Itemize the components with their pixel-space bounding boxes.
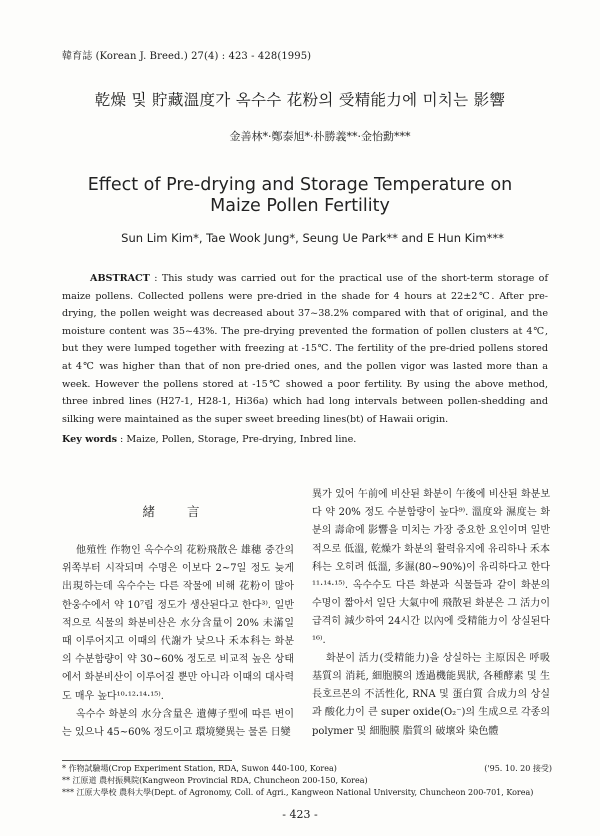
abstract-text: This study was carried out for the practical use of the short-term storage of maize pollens. Collected pollens were pre-dried in the shade for 4 hours at 22±2℃. After pre-drying, the pollen weight was decreased about 37~38.2% compared with that of original, and the moisture content was 35~43%. The pre-drying prevented the formation of pollen clusters at 4℃, but they were lumped together with freezing at -15℃. The fertility of the pre-dried pollens stored at 4℃ was higher than that of non pre-dried ones, and the pollen vigor was lasted more than a week. However the pollens stored at -15℃ showed a poor fertility. By using the above method, three inbred lines (H27-1, H28-1, Hi36a) which had long intervals between pollen-shedding and silking were maintained as the super sweet breeding lines(bt) of Hawaii origin. (62, 273, 548, 425)
korean-title: 乾燥 및 貯藏溫度가 옥수수 花粉의 受精能力에 미치는 影響 (94, 91, 506, 109)
right-paragraph-2: 화분이 活力(受精能力)을 상실하는 主原因은 呼吸基質의 消耗, 細胞膜의 透過機能異狀, 各種酵素 및 生長호르몬의 不活性化, RNA 및 蛋白質 合成力의 상실과 酸化力이 큰 super oxide(O₂⁻)의 生成으로 각종의 polymer 및 細胞膜 脂質의 破壞와 染色體 (312, 652, 550, 737)
keywords: Key words : Maize, Pollen, Storage, Pre-drying, Inbred line. (62, 434, 357, 445)
footnote-2: ** 江原道 農村振興院(Kangweon Provincial RDA, Chuncheon 200-150, Korea) (62, 776, 368, 785)
left-paragraph-2: 옥수수 화분의 水分含量은 遺傳子型에 따른 변이는 있으나 45~60% 정도이고 環境變異는 물론 日變 (62, 708, 294, 739)
right-column (312, 486, 550, 741)
keywords-text: Maize, Pollen, Storage, Pre-drying, Inbred line. (126, 434, 357, 445)
journal-header: 韓育誌 (Korean J. Breed.) 27(4) : 423 - 428(1995) (62, 51, 312, 62)
english-title-line1: Effect of Pre-drying and Storage Temperature on (87, 175, 513, 195)
footnote-3: *** 江原大學校 農科大學(Dept. of Agronomy, Coll. of Agri., Kangweon National University, Chuncheon 200-701, Korea) (62, 788, 534, 797)
section-heading-introduction: 緒 言 (142, 504, 214, 519)
english-title-line2: Maize Pollen Fertility (210, 196, 390, 216)
received-date: ('95. 10. 20 接受) (484, 764, 552, 773)
abstract: ABSTRACT : This study was carried out for the practical use of the short-term storage of maize pollens. Collected pollens were pre-dried in the shade for 4 hours at 22±2℃. After pre-drying, the pollen weight was decreased about 37~38.2% compared with that of original, and the moisture content was 35~43%. The pre-drying prevented the formation of pollen clusters at 4℃, but they were lumped together with freezing at -15℃. The fertility of the pre-dried pollens stored at 4℃ was higher than that of non pre-dried ones, and the pollen vigor was lasted more than a week. However the pollens stored at -15℃ showed a poor fertility. By using the above method, three inbred lines (H27-1, H28-1, Hi36a) which had long intervals between pollen-shedding and silking were maintained as the super sweet breeding lines(bt) of Hawaii origin. (62, 273, 548, 425)
page-number: - 423 - (282, 808, 318, 821)
abstract-label: ABSTRACT (90, 273, 150, 284)
footnote-rule (62, 760, 232, 761)
left-column (62, 502, 294, 742)
english-authors: Sun Lim Kim*, Tae Wook Jung*, Seung Ue Park** and E Hun Kim*** (121, 231, 504, 245)
korean-authors: 金善林*·鄭泰旭*·朴勝義**·金怡勳*** (229, 130, 411, 143)
footnote-1 (62, 763, 552, 774)
english-title (0, 175, 600, 217)
left-paragraph-1: 他殖性 作物인 옥수수의 花粉飛散은 雄穗 중간의 위쪽부터 시작되며 수명은 이보다 2~7일 정도 늦게 出現하는데 옥수수는 다른 작물에 비해 花粉이 많아 한웅수에서 약 10⁷립 정도가 생산된다고 한다³⁾. 일반적으로 식물의 화분비산은 水分含量이 20% 未滿일 때 이루어지고 이때의 代謝가 낮으나 禾本科는 화분의 수분함량이 약 30~60% 정도로 비교적 높은 상태에서 화분비산이 이루어질 뿐만 아니라 이때의 대사력도 매우 높다¹⁰·¹²·¹⁴·¹⁵⁾. (62, 545, 294, 702)
keywords-label: Key words (62, 434, 117, 445)
right-paragraph-1: 異가 있어 午前에 비산된 화분이 午後에 비산된 화분보다 약 20% 정도 수분함량이 높다⁹⁾. 溫度와 濕度는 화분의 壽命에 影響을 미치는 가장 중요한 요인이며 일반적으로 低溫, 乾燥가 화분의 활력유지에 유리하나 禾本科는 오히려 低溫, 多濕(80~90%)이 유리하다고 한다¹¹·¹⁴·¹⁵⁾. 옥수수도 다른 화분과 식물들과 같이 화분의 수명이 짧아서 일단 大氣中에 飛散된 화분은 그 活力이 급격히 減少하여 24시간 以內에 受精能力이 상실된다¹⁶⁾. (312, 489, 550, 646)
footnote-1-text: * 作物試驗場(Crop Experiment Station, RDA, Suwon 440-100, Korea) (62, 764, 337, 773)
